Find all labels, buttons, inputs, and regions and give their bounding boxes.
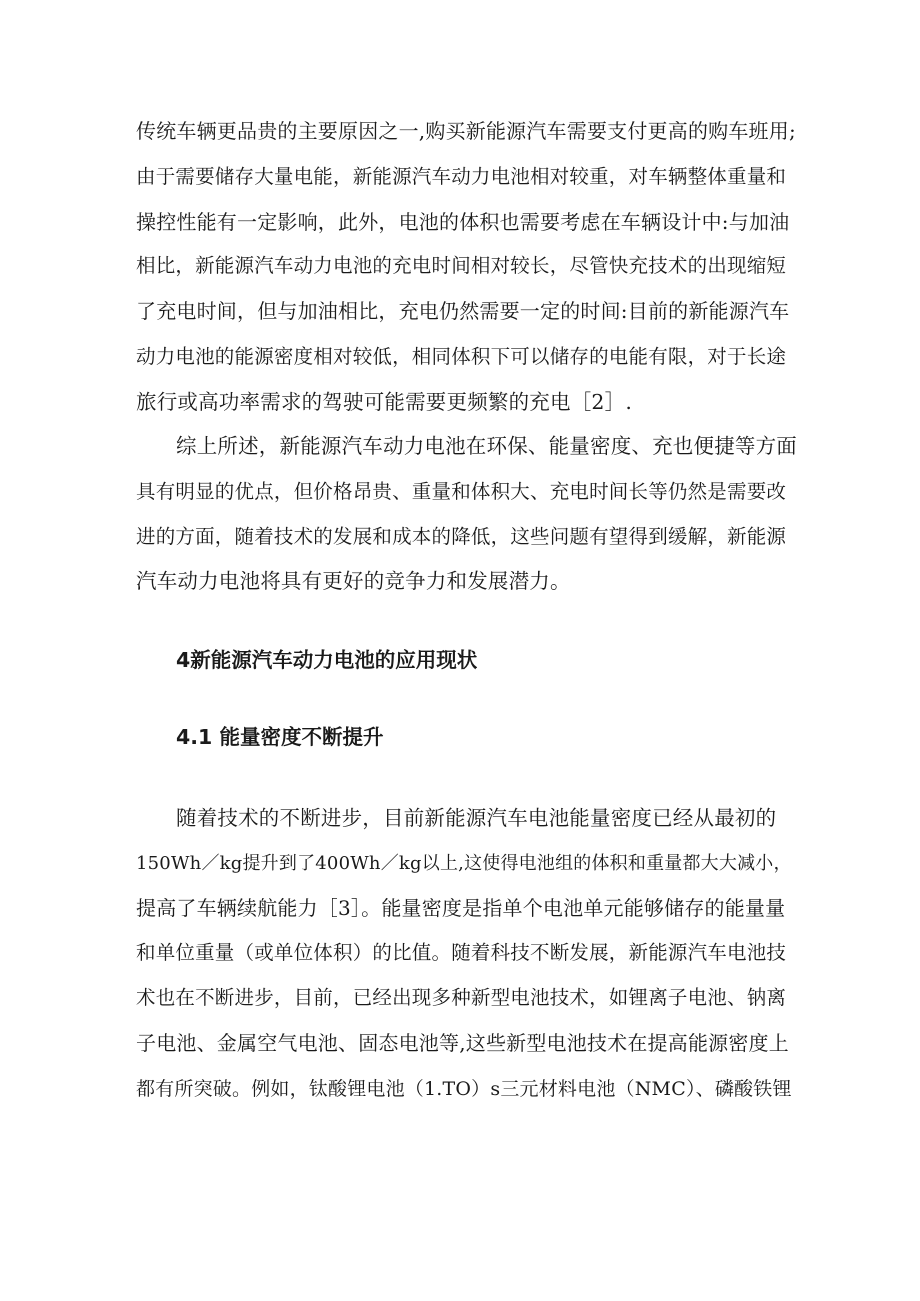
paragraph-2-line-3: 进的方面，随着技术的发展和成本的降低，这些问题有望得到缓解，新能源 [136,525,787,548]
paragraph-1-line-5: 了充电时间，但与加油相比，充电仍然需要一定的时间:目前的新能源汽车 [136,299,790,323]
paragraph-1-line-3: 操控性能有一定影响，此外，电池的体积也需要考虑在车辆设计中:与加油 [136,210,790,234]
paragraph-3-line-5: 术也在不断进步，目前，已经出现多种新型电池技术，如锂离子电池、钠离 [136,986,787,1009]
paragraph-2-line-2: 具有明显的优点，但价格昂贵、重量和体积大、充电时间长等仍然是需要改 [136,480,787,503]
subsection-heading: 4.1 能量密度不断提升 [176,725,384,749]
paragraph-3-line-7: 都有所突破。例如，钛酸锂电池（1.TO）s三元材料电池（NMC）、磷酸铁锂 [136,1078,792,1100]
paragraph-3-line-3: 提高了车辆续航能力［3］。能量密度是指单个电池单元能够储存的能量量 [136,896,786,920]
paragraph-3-line-6: 子电池、金属空气电池、固态电池等,这些新型电池技术在提高能源密度上 [136,1031,789,1055]
paragraph-1-line-6: 动力电池的能源密度相对较低，相同体积下可以储存的电能有限，对于长途 [136,345,787,368]
paragraph-1-line-7: 旅行或高功率需求的驾驶可能需要更频繁的充电［2］. [136,390,633,414]
paragraph-1-line-2: 由于需要储存大量电能，新能源汽车动力电池相对较重，对车辆整体重量和 [136,165,787,188]
paragraph-3-line-2: 150Wh／kg提升到了400Wh／kg以上,这使得电池组的体积和重量都大大减小， [136,853,792,874]
paragraph-1-line-4: 相比，新能源汽车动力电池的充电时间相对较长，尽管快充技术的出现缩短 [136,254,787,277]
section-heading: 4新能源汽车动力电池的应用现状 [176,648,478,672]
paragraph-3-line-1: 随着技术的不断进步，目前新能源汽车电池能量密度已经从最初的 [176,806,777,830]
paragraph-1-line-1: 传统车辆更品贵的主要原因之一,购买新能源汽车需要支付更高的购车班用; [136,119,796,143]
paragraph-2-line-4: 汽车动力电池将具有更好的竞争力和发展潜力。 [136,569,571,593]
paragraph-2-line-1: 综上所述，新能源汽车动力电池在环保、能量密度、充也便捷等方面 [176,434,797,458]
paragraph-3-line-4: 和单位重量（或单位体积）的比值。随着科技不断发展，新能源汽车电池技 [136,941,787,964]
